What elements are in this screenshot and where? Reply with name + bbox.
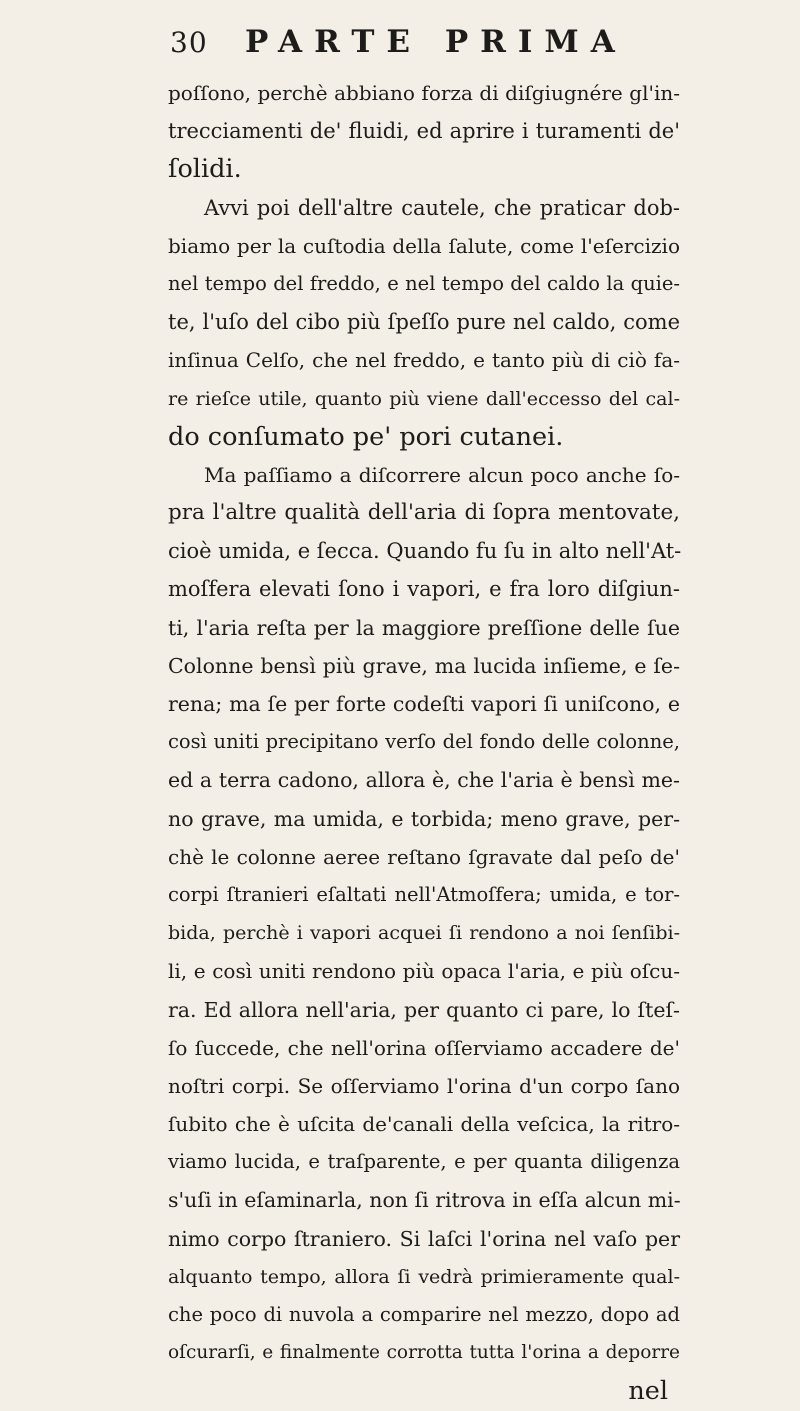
text-line: poſſono, perchè abbiano forza di diſgiugnére gl'in- bbox=[168, 81, 680, 105]
text-line: inſinua Celſo, che nel freddo, e tanto più di ciò fa- bbox=[168, 348, 680, 373]
text-line: noſtri corpi. Se oſſerviamo l'orina d'un corpo ſano bbox=[168, 1073, 680, 1098]
text-line: Ma paſſiamo a diſcorrere alcun poco anche ſo- bbox=[204, 462, 680, 487]
text-line: s'uſi in eſaminarla, non ſi ritrova in eſſa alcun mi- bbox=[168, 1188, 681, 1213]
text-line: rena; ma ſe per forte codeſti vapori ſi uniſcono, e bbox=[168, 692, 680, 716]
text-line: che poco di nuvola a comparire nel mezzo, dopo ad bbox=[168, 1303, 680, 1326]
text-line: cioè umida, e ſecca. Quando fu ſu in alto nell'At- bbox=[168, 539, 682, 564]
text-line: nel tempo del freddo, e nel tempo del caldo la quie- bbox=[168, 271, 680, 295]
text-line: re rieſce utile, quanto più viene dall'eccesso del cal- bbox=[168, 387, 680, 410]
body-text bbox=[168, 74, 680, 1411]
text-line: nimo corpo ſtraniero. Si laſci l'orina nel vaſo per bbox=[168, 1226, 680, 1251]
text-line: chè le colonne aeree reſtano ſgravate dal peſo de' bbox=[168, 844, 680, 869]
text-line: li, e così uniti rendono più opaca l'aria, e più oſcu- bbox=[168, 959, 680, 984]
text-line: te, l'uſo del cibo più ſpeſſo pure nel caldo, come bbox=[168, 310, 680, 335]
text-line: moſfera elevati ſono i vapori, e fra loro diſgiun- bbox=[168, 577, 680, 602]
running-head: PARTE PRIMA bbox=[245, 24, 627, 60]
text-line: Colonne bensì più grave, ma lucida inſieme, e ſe- bbox=[168, 653, 680, 678]
text-line: trecciamenti de' fluidi, ed aprire i turamenti de' bbox=[168, 119, 680, 144]
text-line: ra. Ed allora nell'aria, per quanto ci pare, lo ſteſ- bbox=[168, 997, 680, 1022]
text-line: ed a terra cadono, allora è, che l'aria è bensì me- bbox=[168, 768, 680, 793]
text-line: do conſumato pe' pori cutanei. bbox=[168, 421, 564, 452]
text-line: bida, perchè i vapori acquei ſi rendono a noi ſenſibi- bbox=[168, 922, 680, 945]
text-line: ſo ſuccede, che nell'orina oſſerviamo accadere de' bbox=[168, 1035, 680, 1060]
page-header bbox=[0, 24, 800, 74]
text-line: biamo per la cuſtodia della ſalute, come l'eſercizio bbox=[168, 233, 680, 258]
text-line: viamo lucida, e traſparente, e per quanta diligenza bbox=[168, 1150, 680, 1174]
text-line: ti, l'aria reſta per la maggiore preſſione delle ſue bbox=[168, 615, 680, 640]
text-line: nel bbox=[628, 1376, 668, 1407]
text-line: così uniti precipitano verſo del fondo delle colonne, bbox=[168, 730, 680, 754]
text-line: ſubito che è uſcita de'canali della veſcica, la ritro- bbox=[168, 1112, 680, 1137]
text-line: Avvi poi dell'altre cautele, che praticar dob- bbox=[204, 195, 680, 220]
page-number: 30 bbox=[170, 26, 208, 59]
text-line: no grave, ma umida, e torbida; meno grave, per- bbox=[168, 806, 680, 831]
text-line: ſolidi. bbox=[168, 154, 242, 185]
text-line: pra l'altre qualità dell'aria di ſopra mentovate, bbox=[168, 500, 680, 526]
text-line: oſcurarſi, e finalmente corrotta tutta l'orina a deporre bbox=[168, 1342, 680, 1364]
text-line: alquanto tempo, allora ſi vedrà primieramente qual- bbox=[168, 1265, 680, 1288]
text-line: corpi ſtranieri eſaltati nell'Atmoſfera; umida, e tor- bbox=[168, 882, 680, 906]
